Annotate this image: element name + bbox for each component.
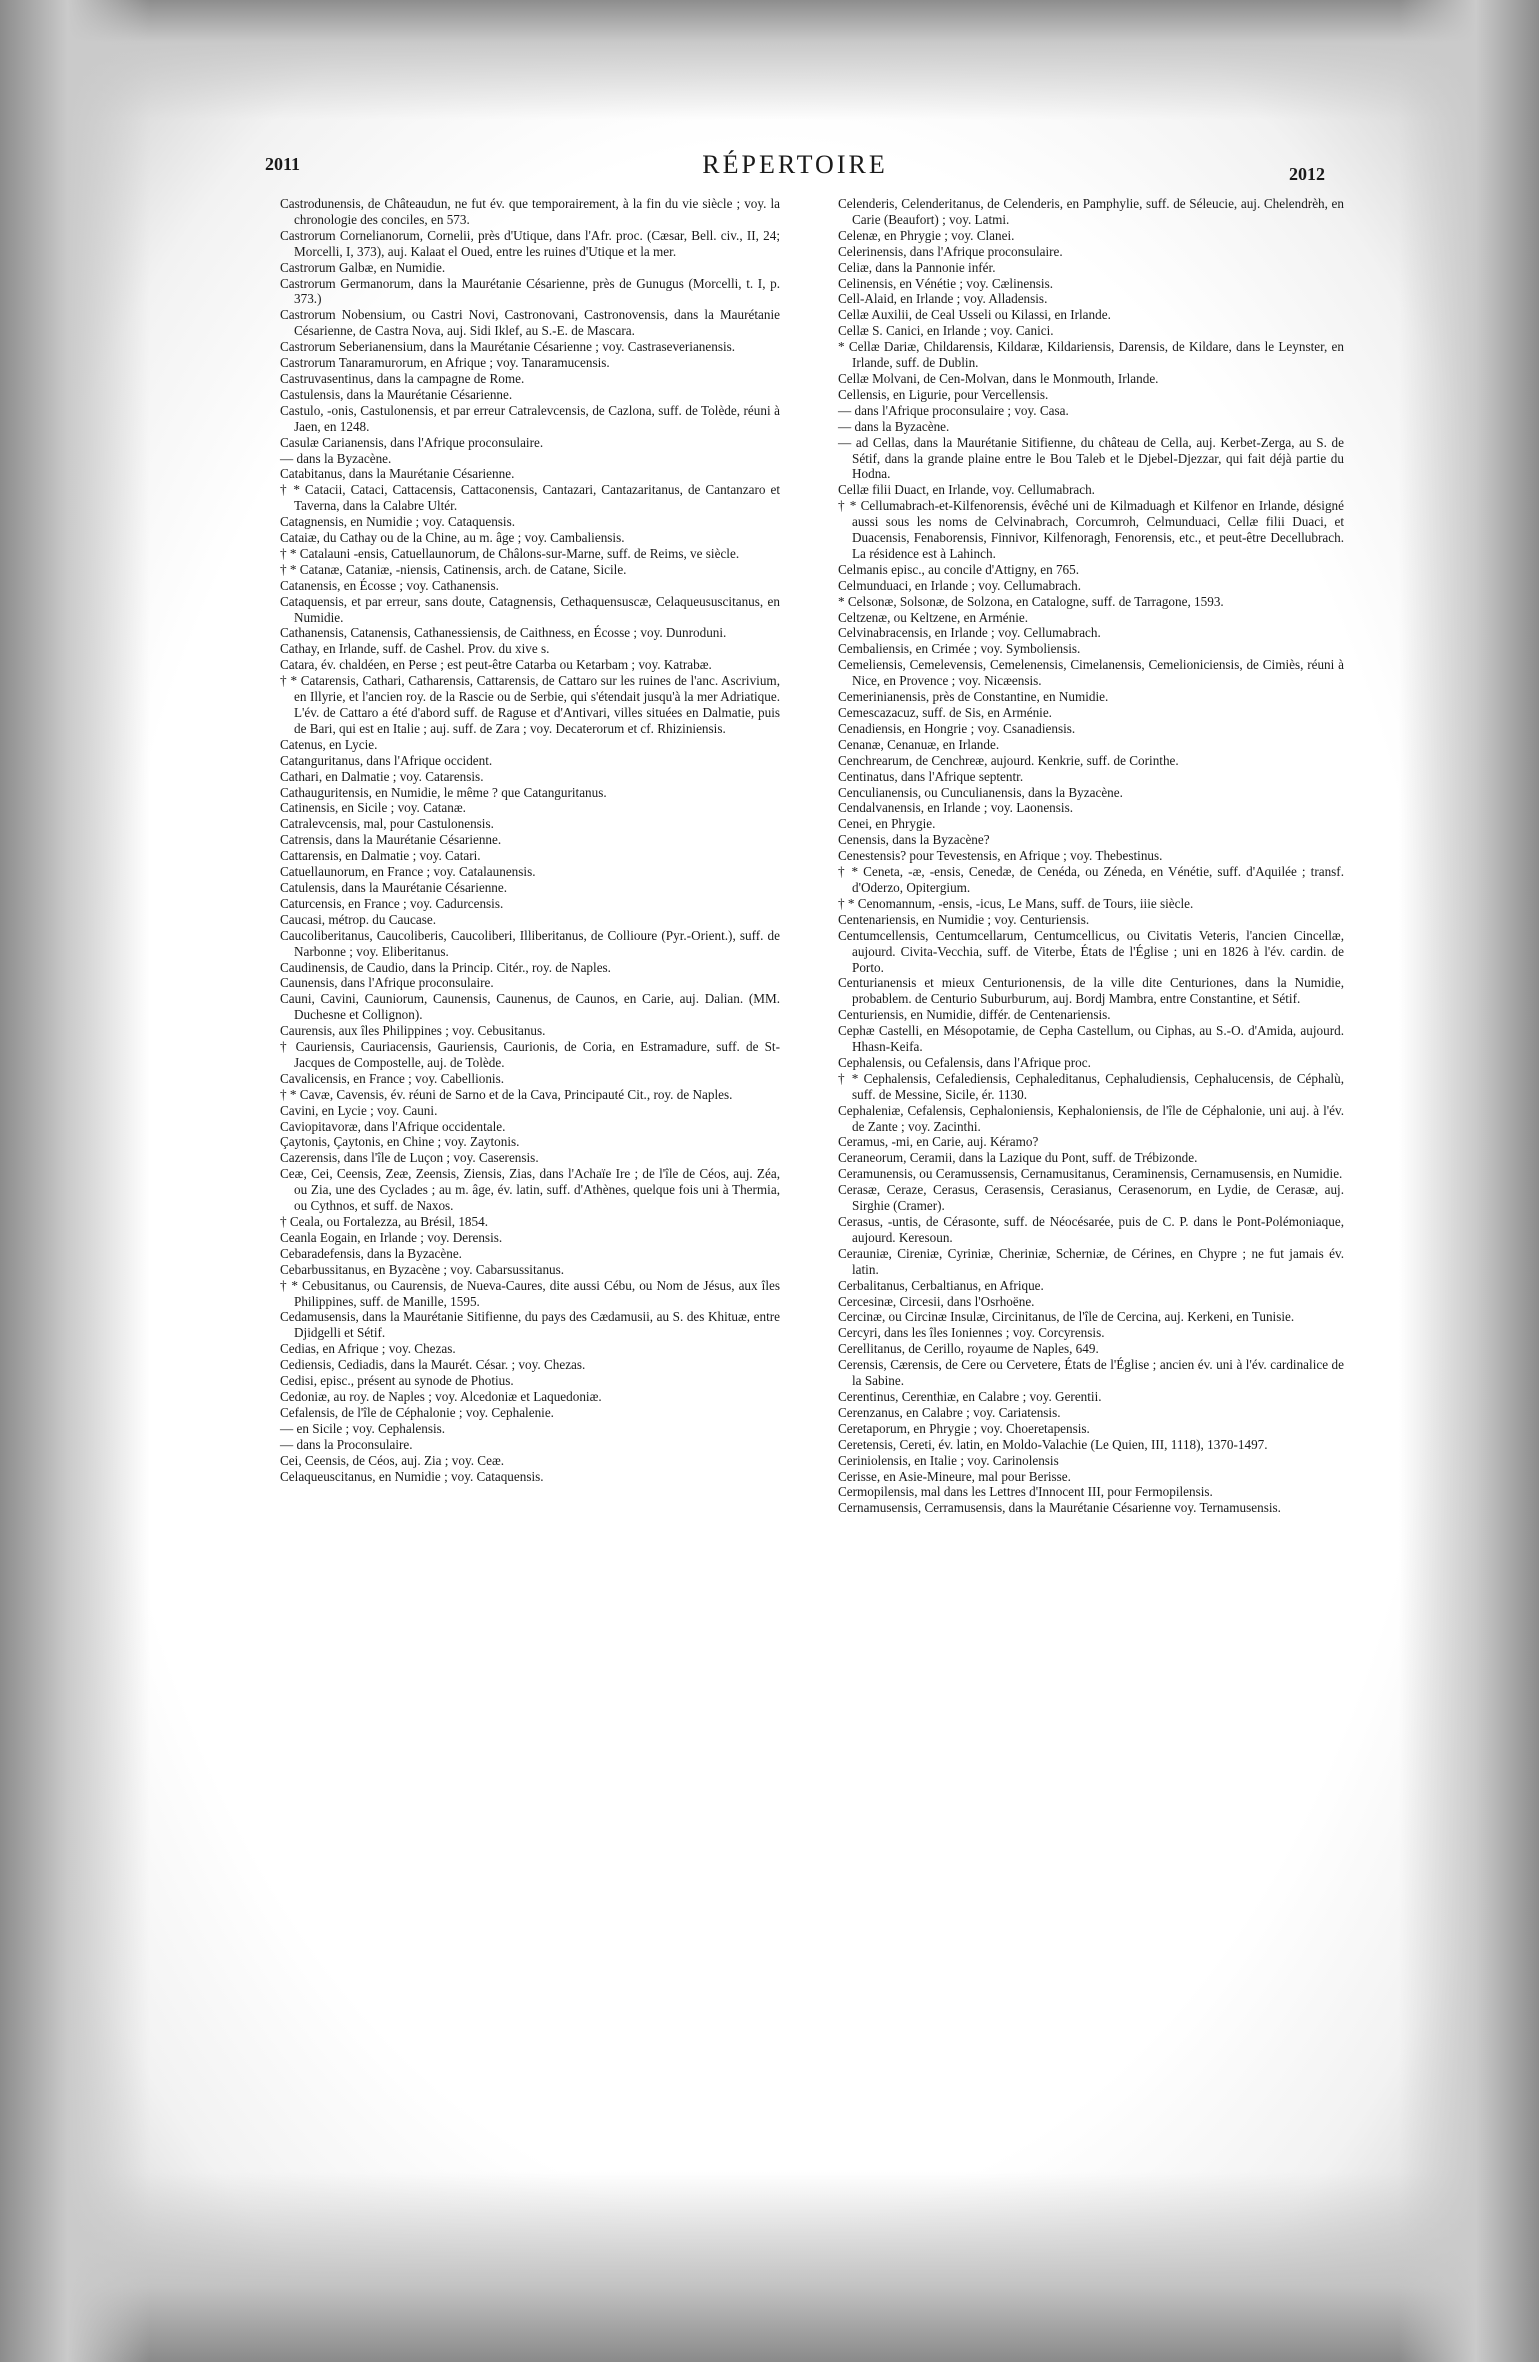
dictionary-entry: Cavalicensis, en France ; voy. Cabellionis. [280, 1070, 505, 1086]
dictionary-entry: Centenariensis, en Numidie ; voy. Centuriensis. [838, 911, 1090, 927]
dictionary-entry: — dans la Proconsulaire. [280, 1436, 413, 1452]
dictionary-entry: Castrorum Tanaramurorum, en Afrique ; voy. Tanaramucensis. [280, 355, 610, 371]
dictionary-entry: Cefalensis, de l'île de Céphalonie ; voy. Cephalenie. [280, 1404, 554, 1420]
dictionary-entry: Celenderis, Celenderitanus, de Celenderis, en Pamphylie, suff. de Séleucie, auj. Chelendrèh, en Carie (Beaufort) ; voy. Latmi. [838, 196, 1344, 227]
dictionary-entry: Caunensis, dans l'Afrique proconsulaire. [280, 975, 494, 991]
dictionary-entry: — dans la Byzacène. [838, 418, 950, 434]
dictionary-entry: Celenæ, en Phrygie ; voy. Clanei. [838, 227, 1015, 243]
dictionary-entry: † Cauriensis, Cauriacensis, Gauriensis, Caurionis, de Coria, en Estramadure, suff. de St-Jacques de Compostelle, auj. de Tolède. [280, 1039, 780, 1070]
dictionary-entry: Catinensis, en Sicile ; voy. Catanæ. [280, 800, 466, 816]
dictionary-entry: Cernamusensis, Cerramusensis, dans la Maurétanie Césarienne voy. Ternamusensis. [838, 1500, 1281, 1516]
left-page-number: 2011 [265, 154, 301, 174]
dictionary-entry: Cendalvanensis, en Irlande ; voy. Laonensis. [838, 800, 1073, 816]
dictionary-entry: † * Ceneta, -æ, -ensis, Cenedæ, de Cenéda, ou Zéneda, en Vénétie, suff. d'Aquilée ; transf. d'Oderzo, Opitergium. [838, 864, 1344, 895]
dictionary-entry: — dans l'Afrique proconsulaire ; voy. Casa. [838, 402, 1069, 418]
dictionary-entry: Cellæ filii Duact, en Irlande, voy. Cellumabrach. [838, 482, 1095, 498]
dictionary-entry: Ceæ, Cei, Ceensis, Zeæ, Zeensis, Ziensis, Zias, dans l'Achaïe Ire ; de l'île de Céos, auj. Zéa, ou Zia, une des Cyclades ; au m. âge, év. latin, suff. d'Athènes, quelque fois uni à Thermia, ou Cythnos, et suff. de Naxos. [280, 1166, 780, 1214]
dictionary-entry: Caucoliberitanus, Caucoliberis, Caucoliberi, Illiberitanus, de Collioure (Pyr.-Orient.), suff. de Narbonne ; voy. Eliberitanus. [280, 927, 780, 959]
dictionary-entry: † * Cavæ, Cavensis, év. réuni de Sarno et de la Cava, Principauté Cit., roy. de Naples. [280, 1086, 733, 1102]
dictionary-entry: † * Catacii, Cataci, Cattacensis, Cattaconensis, Cantazari, Cantazaritanus, de Cantanzaro et Taverna, dans la Calabre Ultér. [280, 482, 780, 514]
dictionary-entry: Celvinabracensis, en Irlande ; voy. Cellumabrach. [838, 625, 1101, 641]
dictionary-entry: Cathanensis, Catanensis, Cathanessiensis, de Caithness, en Écosse ; voy. Dunroduni. [280, 625, 727, 641]
dictionary-entry: Castrorum Cornelianorum, Cornelii, près d'Utique, dans l'Afr. proc. (Cæsar, Bell. civ., II, 24; Morcelli, I, 373), auj. Kalaat el Oued, entre les ruines d'Utique et la mer. [280, 227, 780, 259]
dictionary-entry: Cenanæ, Cenanuæ, en Irlande. [838, 736, 1000, 752]
dictionary-entry: Cemescazacuz, suff. de Sis, en Arménie. [838, 705, 1052, 720]
dictionary-entry: Cathauguritensis, en Numidie, le même ? que Catanguritanus. [280, 784, 607, 800]
dictionary-entry: Cerauniæ, Cireniæ, Cyriniæ, Cheriniæ, Scherniæ, de Cérines, en Chypre ; ne fut jamais év. latin. [838, 1245, 1344, 1277]
dictionary-entry: Centinatus, dans l'Afrique septentr. [838, 768, 1024, 784]
dictionary-entry: Cerellitanus, de Cerillo, royaume de Naples, 649. [838, 1341, 1099, 1357]
page-header [265, 150, 1325, 184]
dictionary-entry: Celerinensis, dans l'Afrique proconsulaire. [838, 243, 1063, 259]
dictionary-entry: * Celsonæ, Solsonæ, de Solzona, en Catalogne, suff. de Tarragone, 1593. [838, 593, 1224, 609]
dictionary-entry: Cephalensis, ou Cefalensis, dans l'Afrique proc. [838, 1054, 1091, 1070]
dictionary-entry: Cellæ Molvani, de Cen-Molvan, dans le Monmouth, Irlande. [838, 370, 1159, 386]
dictionary-entry: Castrorum Germanorum, dans la Maurétanie Césarienne, près de Gunugus (Morcelli, t. I, p. 373.) [280, 275, 780, 307]
dictionary-entry: Cedoniæ, au roy. de Naples ; voy. Alcedoniæ et Laquedoniæ. [280, 1388, 602, 1404]
dictionary-entry: Cataquensis, et par erreur, sans doute, Catagnensis, Cethaquensuscæ, Celaqueususcitanus, en Numidie. [280, 593, 780, 625]
dictionary-entry: Cenei, en Phrygie. [838, 816, 936, 832]
dictionary-entry: Cenculianensis, ou Cunculianensis, dans la Byzacène. [838, 784, 1123, 800]
dictionary-entry: Cerensis, Cærensis, de Cere ou Cervetere, États de l'Église ; ancien év. uni à l'év. cardinalice de la Sabine. [838, 1357, 1344, 1389]
dictionary-entry: Catabitanus, dans la Maurétanie Césarienne. [280, 466, 515, 482]
dictionary-entry: Ceretaporum, en Phrygie ; voy. Choeretapensis. [838, 1420, 1090, 1436]
dictionary-entry: Caudinensis, de Caudio, dans la Princip. Citér., roy. de Naples. [280, 959, 611, 975]
dictionary-entry: Cemerinianensis, près de Constantine, en Numidie. [838, 689, 1109, 705]
dictionary-entry: Caturcensis, en France ; voy. Cadurcensis. [280, 895, 504, 911]
dictionary-entry: Cediensis, Cediadis, dans la Maurét. César. ; voy. Chezas. [280, 1357, 586, 1373]
right-page-number: 2012 [1289, 164, 1325, 184]
dictionary-entry: — ad Cellas, dans la Maurétanie Sitifienne, du château de Cella, auj. Kerbet-Zerga, au S. de Sétif, dans la grande plaine entre le Bou Taleb et le Djebel-Djezzar, qui fait déjà partie du Hodna. [838, 434, 1344, 482]
dictionary-entry: Celmanis episc., au concile d'Attigny, en 765. [838, 561, 1080, 577]
scan-edge-left [0, 0, 150, 2362]
dictionary-entry: Cephæ Castelli, en Mésopotamie, de Cepha Castellum, ou Ciphas, au S.-O. d'Amida, aujourd. Hhasn-Keifa. [838, 1023, 1344, 1055]
dictionary-entry: Caviopitavoræ, dans l'Afrique occidentale. [280, 1118, 506, 1134]
dictionary-entry: Cercyri, dans les îles Ioniennes ; voy. Corcyrensis. [838, 1325, 1105, 1341]
dictionary-entry: Cerisse, en Asie-Mineure, mal pour Berisse. [838, 1468, 1071, 1484]
dictionary-entry: Cebaradefensis, dans la Byzacène. [280, 1245, 462, 1261]
dictionary-entry: Catanensis, en Écosse ; voy. Cathanensis. [280, 577, 499, 593]
dictionary-entry: Çaytonis, Çaytonis, en Chine ; voy. Zaytonis. [280, 1134, 520, 1150]
dictionary-entry: Caurensis, aux îles Philippines ; voy. Cebusitanus. [280, 1023, 546, 1039]
dictionary-entry: Castrorum Seberianensium, dans la Maurétanie Césarienne ; voy. Castraseverianensis. [280, 339, 736, 355]
scan-edge-bottom [0, 2172, 1539, 2362]
left-column [280, 196, 780, 1484]
dictionary-entry: Catara, év. chaldéen, en Perse ; est peut-être Catarba ou Ketarbam ; voy. Katrabæ. [280, 657, 712, 673]
dictionary-entry: Ceraneorum, Ceramii, dans la Lazique du Pont, suff. de Trébizonde. [838, 1150, 1198, 1166]
dictionary-entry: Cenestensis? pour Tevestensis, en Afrique ; voy. Thebestinus. [838, 848, 1163, 864]
dictionary-entry: Catulensis, dans la Maurétanie Césarienne. [280, 879, 508, 895]
dictionary-entry: Cellæ S. Canici, en Irlande ; voy. Canici. [838, 323, 1054, 339]
dictionary-entry: † * Cenomannum, -ensis, -icus, Le Mans, suff. de Tours, iiie siècle. [838, 895, 1194, 911]
dictionary-entry: Cenensis, dans la Byzacène? [838, 832, 990, 848]
dictionary-entry: Cathay, en Irlande, suff. de Cashel. Prov. du xive s. [280, 641, 550, 657]
scan-edge-right [1399, 0, 1539, 2362]
dictionary-entry: Cazerensis, dans l'île de Luçon ; voy. Caserensis. [280, 1150, 539, 1166]
dictionary-entry: Celinensis, en Vénétie ; voy. Cælinensis. [838, 275, 1054, 291]
dictionary-entry: * Cellæ Dariæ, Childarensis, Kildaræ, Kildariensis, Darensis, de Kildare, dans le Leynster, en Irlande, suff. de Dublin. [838, 339, 1344, 371]
dictionary-entry: Catrensis, dans la Maurétanie Césarienne. [280, 832, 502, 848]
dictionary-entry: † * Catarensis, Cathari, Catharensis, Cattarensis, de Cattaro sur les ruines de l'anc. Ascrivium, en Illyrie, et l'ancien roy. de la Rascie ou de Serbie, qui s'étendait jusqu'à la mer Adriatique. L'év. de Cattaro a été d'abord suff. de Raguse et d'Antivari, villes situées en Dalmatie, puis de Bari, qui est en Italie ; auj. suff. de Zara ; voy. Decaterorum et cf. Rhiziniensis. [280, 673, 780, 736]
running-title: RÉPERTOIRE [702, 150, 888, 179]
dictionary-entry: Cercesinæ, Circesii, dans l'Osrhoëne. [838, 1293, 1035, 1309]
dictionary-entry: Cerasus, -untis, de Cérasonte, suff. de Néocésarée, puis de C. P. dans le Pont-Polémoniaque, aujourd. Keresoun. [838, 1214, 1344, 1245]
dictionary-entry: Cedias, en Afrique ; voy. Chezas. [280, 1341, 456, 1357]
dictionary-entry: — dans la Byzacène. [280, 450, 392, 466]
dictionary-entry: Cellæ Auxilii, de Ceal Usseli ou Kilassi, en Irlande. [838, 307, 1111, 323]
dictionary-entry: Cedisi, episc., présent au synode de Photius. [280, 1373, 514, 1389]
dictionary-entry: Cerentinus, Cerenthiæ, en Calabre ; voy. Gerentii. [838, 1388, 1102, 1404]
dictionary-entry: Ceramunensis, ou Ceramussensis, Cernamusitanus, Ceraminensis, Cernamusensis, en Numidie. [838, 1166, 1343, 1182]
dictionary-entry: Catenus, en Lycie. [280, 736, 378, 752]
dictionary-entry: Cerenzanus, en Calabre ; voy. Cariatensis. [838, 1404, 1061, 1420]
dictionary-entry: Cauni, Cavini, Cauniorum, Caunensis, Caunenus, de Caunos, en Carie, auj. Dalian. (MM. Duchesne et Collignon). [280, 991, 780, 1023]
dictionary-entry: Cephaleniæ, Cefalensis, Cephaloniensis, Kephaloniensis, de l'île de Céphalonie, uni auj. à l'év. de Zante ; voy. Zacinthi. [838, 1102, 1344, 1134]
dictionary-entry: † * Catalauni -ensis, Catuellaunorum, de Châlons-sur-Marne, suff. de Reims, ve siècle. [280, 545, 740, 561]
dictionary-entry: Cattarensis, en Dalmatie ; voy. Catari. [280, 848, 481, 864]
dictionary-entry: Cercinæ, ou Circinæ Insulæ, Circinitanus, de l'île de Cercina, auj. Kerkeni, en Tunisie. [838, 1309, 1295, 1325]
scan-edge-top [0, 0, 1539, 120]
dictionary-entry: Catagnensis, en Numidie ; voy. Cataquensis. [280, 514, 516, 530]
right-column [838, 196, 1344, 1516]
dictionary-entry: Ceramus, -mi, en Carie, auj. Kéramo? [838, 1134, 1039, 1150]
dictionary-entry: Casulæ Carianensis, dans l'Afrique proconsulaire. [280, 434, 544, 450]
dictionary-entry: † * Cellumabrach-et-Kilfenorensis, évêché uni de Kilmaduagh et Kilfenor en Irlande, désigné aussi sous les noms de Celvinabrach, Corcumroh, Celmunduaci, Cellæ filii Duaci, et Duacensis, Fenaborensis, Finnivor, Kilfenoragh, Fenorensis, etc., et peut-être Decellubrach. La résidence est à Lahinch. [838, 498, 1344, 561]
dictionary-entry: Cemeliensis, Cemelevensis, Cemelenensis, Cimelanensis, Cemelioniciensis, de Cimiès, réuni à Nice, en Provence ; voy. Nicæensis. [838, 657, 1344, 689]
dictionary-entry: Cerbalitanus, Cerbaltianus, en Afrique. [838, 1277, 1044, 1293]
dictionary-entry: Cellensis, en Ligurie, pour Vercellensis. [838, 386, 1049, 402]
dictionary-entry: Celtzenæ, ou Keltzene, en Arménie. [838, 609, 1029, 625]
dictionary-entry: Celiæ, dans la Pannonie infér. [838, 259, 996, 275]
dictionary-entry: Caucasi, métrop. du Caucase. [280, 911, 437, 927]
dictionary-entry: Centumcellensis, Centumcellarum, Centumcellicus, ou Civitatis Veteris, l'ancien Cincellæ, aujourd. Civita-Vecchia, suff. de Viterbe, États de l'Église ; uni en 1826 à l'év. cardin. de Porto. [838, 927, 1344, 975]
dictionary-entry: Cenchrearum, de Cenchreæ, aujourd. Kenkrie, suff. de Corinthe. [838, 752, 1179, 768]
dictionary-entry: Cerasæ, Ceraze, Cerasus, Cerasensis, Cerasianus, Cerasenorum, en Lydie, de Cerasæ, auj. Sirghie (Cramer). [838, 1182, 1344, 1214]
dictionary-entry: Cedamusensis, dans la Maurétanie Sitifienne, du pays des Cædamusii, au S. des Khituæ, entre Djidgelli et Sétif. [280, 1309, 780, 1341]
dictionary-entry: † * Cebusitanus, ou Caurensis, de Nueva-Caures, dite aussi Cébu, ou Nom de Jésus, aux îles Philippines, suff. de Manille, 1595. [280, 1277, 780, 1309]
dictionary-entry: Celmunduaci, en Irlande ; voy. Cellumabrach. [838, 577, 1082, 593]
dictionary-entry: † Ceala, ou Fortalezza, au Brésil, 1854. [280, 1214, 489, 1229]
dictionary-entry: Celaqueuscitanus, en Numidie ; voy. Cataquensis. [280, 1468, 544, 1484]
dictionary-entry: Centuriensis, en Numidie, différ. de Centenariensis. [838, 1007, 1111, 1023]
dictionary-entry: Ceriniolensis, en Italie ; voy. Carinolensis [838, 1452, 1059, 1468]
dictionary-entry: Catuellaunorum, en France ; voy. Catalaunensis. [280, 864, 536, 880]
dictionary-entry: Castrodunensis, de Châteaudun, ne fut év. que temporairement, à la fin du vie siècle ; voy. la chronologie des conciles, en 573. [280, 196, 780, 227]
dictionary-entry: Cataiæ, du Cathay ou de la Chine, au m. âge ; voy. Cambaliensis. [280, 530, 625, 546]
dictionary-entry: Cembaliensis, en Crimée ; voy. Symboliensis. [838, 641, 1081, 657]
dictionary-entry: Catanguritanus, dans l'Afrique occident. [280, 752, 493, 768]
dictionary-entry: Castulensis, dans la Maurétanie Césarienne. [280, 386, 513, 402]
dictionary-entry: Castulo, -onis, Castulonensis, et par erreur Catralevcensis, de Cazlona, suff. de Tolède, réuni à Jaen, en 1248. [280, 402, 780, 434]
dictionary-entry: † * Cephalensis, Cefalediensis, Cephaleditanus, Cephaludiensis, Cephalucensis, de Céphalù, suff. de Messine, Sicile, ér. 1130. [838, 1070, 1344, 1102]
dictionary-entry: Centurianensis et mieux Centurionensis, de la ville dite Centuriones, dans la Numidie, probablem. de Centurio Suburburum, auj. Bordj Mambra, entre Constantine, et Sétif. [838, 975, 1344, 1007]
dictionary-entry: Cell-Alaid, en Irlande ; voy. Alladensis. [838, 291, 1048, 307]
dictionary-entry: Cebarbussitanus, en Byzacène ; voy. Cabarsussitanus. [280, 1261, 565, 1277]
dictionary-entry: Castruvasentinus, dans la campagne de Rome. [280, 370, 525, 386]
dictionary-entry: Ceanla Eogain, en Irlande ; voy. Derensis. [280, 1229, 503, 1245]
dictionary-entry: Ceretensis, Cereti, év. latin, en Moldo-Valachie (Le Quien, III, 1118), 1370-1497. [838, 1436, 1268, 1452]
dictionary-entry: Castrorum Nobensium, ou Castri Novi, Castronovani, Castronovensis, dans la Maurétanie Césarienne, de Castra Nova, auj. Sidi Iklef, au S.-E. de Mascara. [280, 307, 780, 339]
dictionary-entry: Cathari, en Dalmatie ; voy. Catarensis. [280, 768, 484, 784]
dictionary-entry: † * Catanæ, Cataniæ, -niensis, Catinensis, arch. de Catane, Sicile. [280, 561, 627, 577]
dictionary-entry: Cenadiensis, en Hongrie ; voy. Csanadiensis. [838, 720, 1076, 736]
dictionary-entry: — en Sicile ; voy. Cephalensis. [280, 1420, 446, 1436]
dictionary-entry: Cermopilensis, mal dans les Lettres d'Innocent III, pour Fermopilensis. [838, 1484, 1213, 1500]
dictionary-entry: Cei, Ceensis, de Céos, auj. Zia ; voy. Ceæ. [280, 1452, 505, 1468]
dictionary-entry: Catralevcensis, mal, pour Castulonensis. [280, 816, 494, 832]
dictionary-entry: Castrorum Galbæ, en Numidie. [280, 259, 446, 275]
dictionary-entry: Cavini, en Lycie ; voy. Cauni. [280, 1102, 438, 1118]
